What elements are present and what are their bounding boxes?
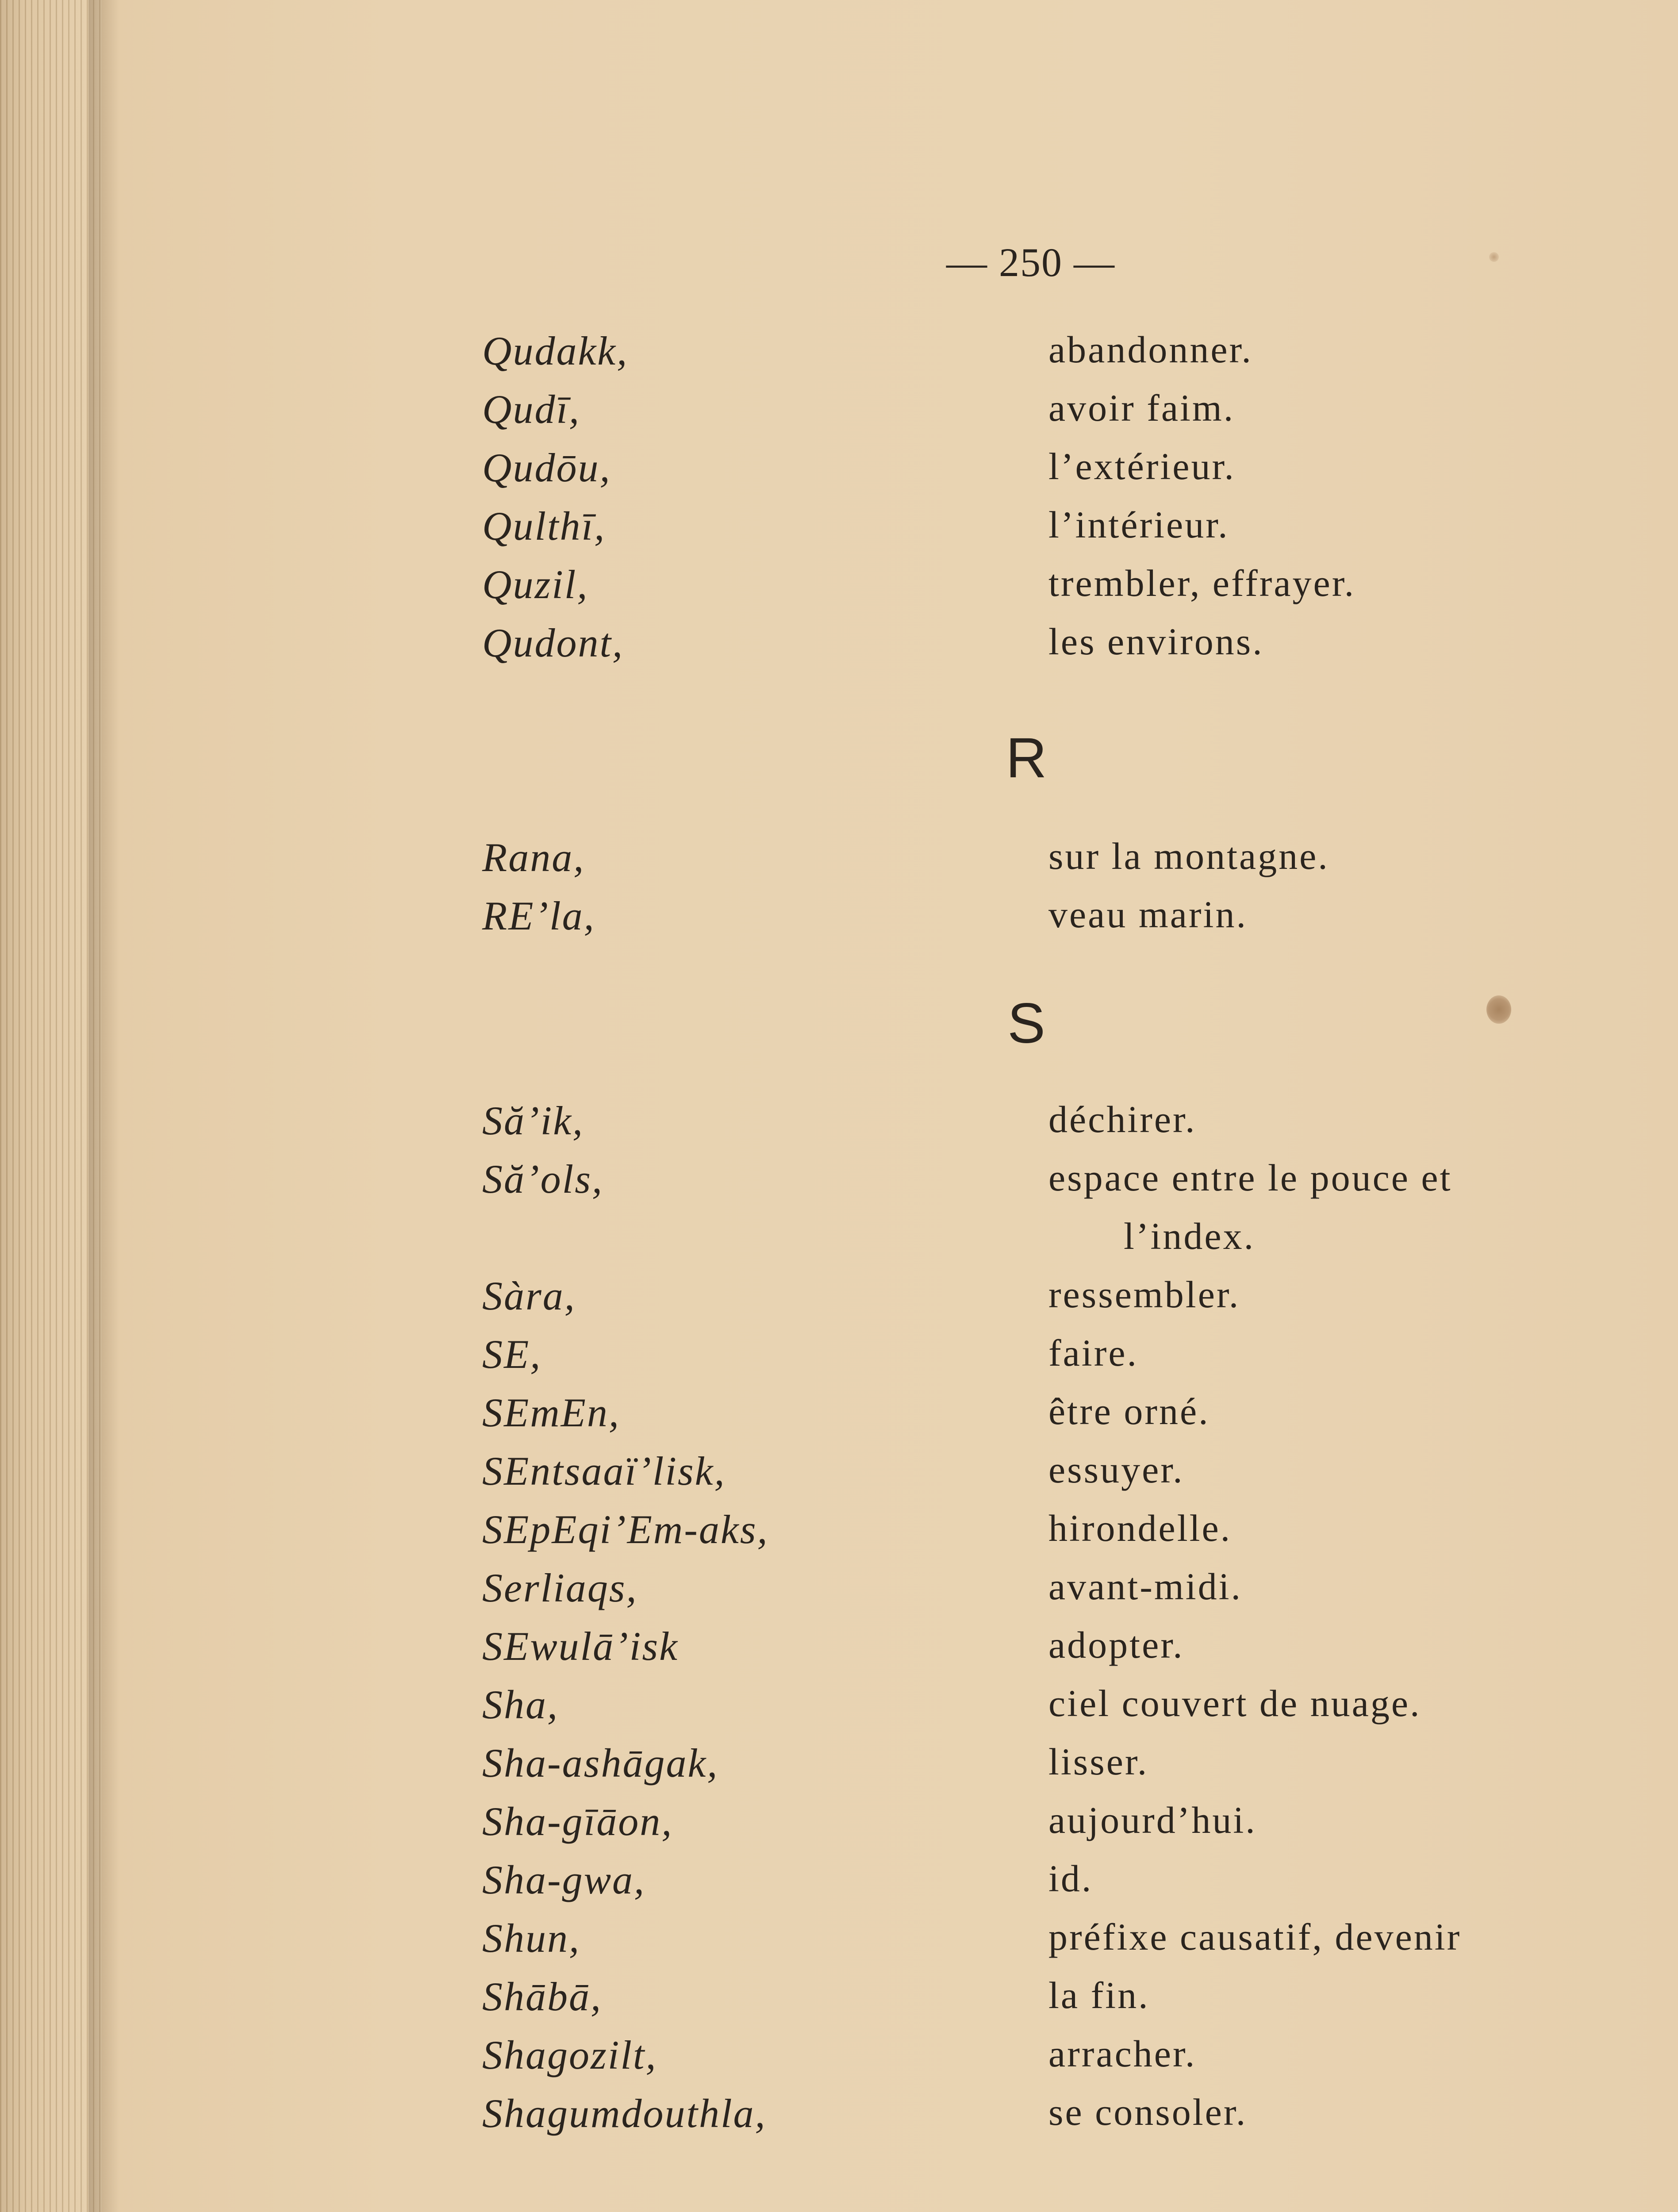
entry-term: Sha-gīāon, [482,1799,673,1844]
foxing-spot [1489,252,1499,262]
entry-gloss: préfixe causatif, devenir [1048,1916,1462,1958]
dictionary-entry [0,892,1678,945]
entry-gloss: espace entre le pouce et [1048,1156,1452,1199]
dictionary-entry [0,2090,1678,2143]
entry-term: Qudī, [482,387,580,432]
entry-gloss: adopter. [1048,1624,1184,1666]
entry-gloss: déchirer. [1048,1098,1197,1141]
entry-gloss: veau marin. [1048,893,1248,936]
dictionary-entry [0,834,1678,887]
dictionary-entry [0,1681,1678,1734]
entry-term: SE, [482,1332,542,1377]
section-heading-s: S [1007,992,1045,1055]
entry-term: Sàra, [482,1273,576,1318]
dictionary-entry [0,503,1678,556]
dictionary-entry [0,1156,1678,1209]
entry-term: Qulthī, [482,503,606,549]
entry-term: SEpEqi’Em-aks, [482,1507,769,1552]
entry-gloss: arracher. [1048,2032,1197,2075]
entry-gloss: l’extérieur. [1048,445,1236,488]
dictionary-entry [0,1856,1678,1909]
entry-gloss: ressembler. [1048,1273,1240,1316]
dictionary-entry [0,1448,1678,1501]
entry-gloss: se consoler. [1048,2091,1248,2133]
entry-gloss: avoir faim. [1048,387,1235,429]
entry-gloss-continued: l’index. [1124,1215,1256,1257]
entry-gloss: faire. [1048,1332,1139,1374]
entry-gloss: la fin. [1048,1974,1150,2016]
foxing-spot [1486,995,1511,1024]
dictionary-entry [0,1973,1678,2026]
entry-term: SEwulā’isk [482,1624,679,1669]
entry-term: Shun, [482,1916,580,1961]
dictionary-entry [0,619,1678,672]
entry-gloss: être orné. [1048,1390,1210,1432]
page-number: — 250 — [946,240,1115,285]
dictionary-entry [0,1623,1678,1676]
dictionary-entry [0,2032,1678,2085]
entry-gloss: id. [1048,1857,1093,1900]
entry-term: Qudakk, [482,328,629,373]
entry-term: Qudont, [482,620,624,665]
entry-term: Serliaqs, [482,1565,638,1610]
entry-gloss: abandonner. [1048,328,1253,371]
entry-gloss: avant-midi. [1048,1565,1243,1608]
entry-term: SEntsaaï’lisk, [482,1448,726,1494]
entry-gloss: les environs. [1048,620,1264,663]
entry-gloss: essuyer. [1048,1448,1184,1491]
entry-term: Sha-gwa, [482,1857,645,1902]
entry-gloss: sur la montagne. [1048,835,1329,877]
entry-term: RE’la, [482,893,595,938]
dictionary-entry [0,1798,1678,1851]
dictionary-entry [0,1389,1678,1442]
dictionary-entry [0,1740,1678,1793]
entry-gloss: lisser. [1048,1740,1149,1783]
dictionary-entry [0,561,1678,614]
dictionary-entry [0,1272,1678,1325]
entry-term: Sha, [482,1682,559,1727]
dictionary-entry [0,1097,1678,1150]
entry-term: Quzil, [482,562,589,607]
dictionary-entry [0,1506,1678,1559]
entry-gloss: l’intérieur. [1048,503,1229,546]
dictionary-entry [0,327,1678,380]
entry-gloss: hirondelle. [1048,1507,1232,1549]
entry-term: Să’ik, [482,1098,584,1143]
entry-term: Sha-ashāgak, [482,1740,719,1786]
section-heading-r: R [1006,726,1047,790]
dictionary-entry [0,444,1678,497]
entry-term: Să’ols, [482,1156,603,1202]
entry-term: Shagumdouthla, [482,2091,767,2136]
entry-term: Qudōu, [482,445,611,490]
entry-gloss: trembler, effrayer. [1048,562,1356,604]
dictionary-entry [0,386,1678,439]
entry-term: Shagozilt, [482,2032,657,2078]
entry-gloss: aujourd’hui. [1048,1799,1257,1841]
dictionary-entry [0,1915,1678,1968]
dictionary-entry [0,1331,1678,1384]
entry-term: Shābā, [482,1974,602,2019]
dictionary-entry-continuation [0,1214,1678,1267]
dictionary-entry [0,1564,1678,1617]
entry-term: Rana, [482,835,585,880]
entry-term: SEmEn, [482,1390,620,1435]
entry-gloss: ciel couvert de nuage. [1048,1682,1421,1724]
